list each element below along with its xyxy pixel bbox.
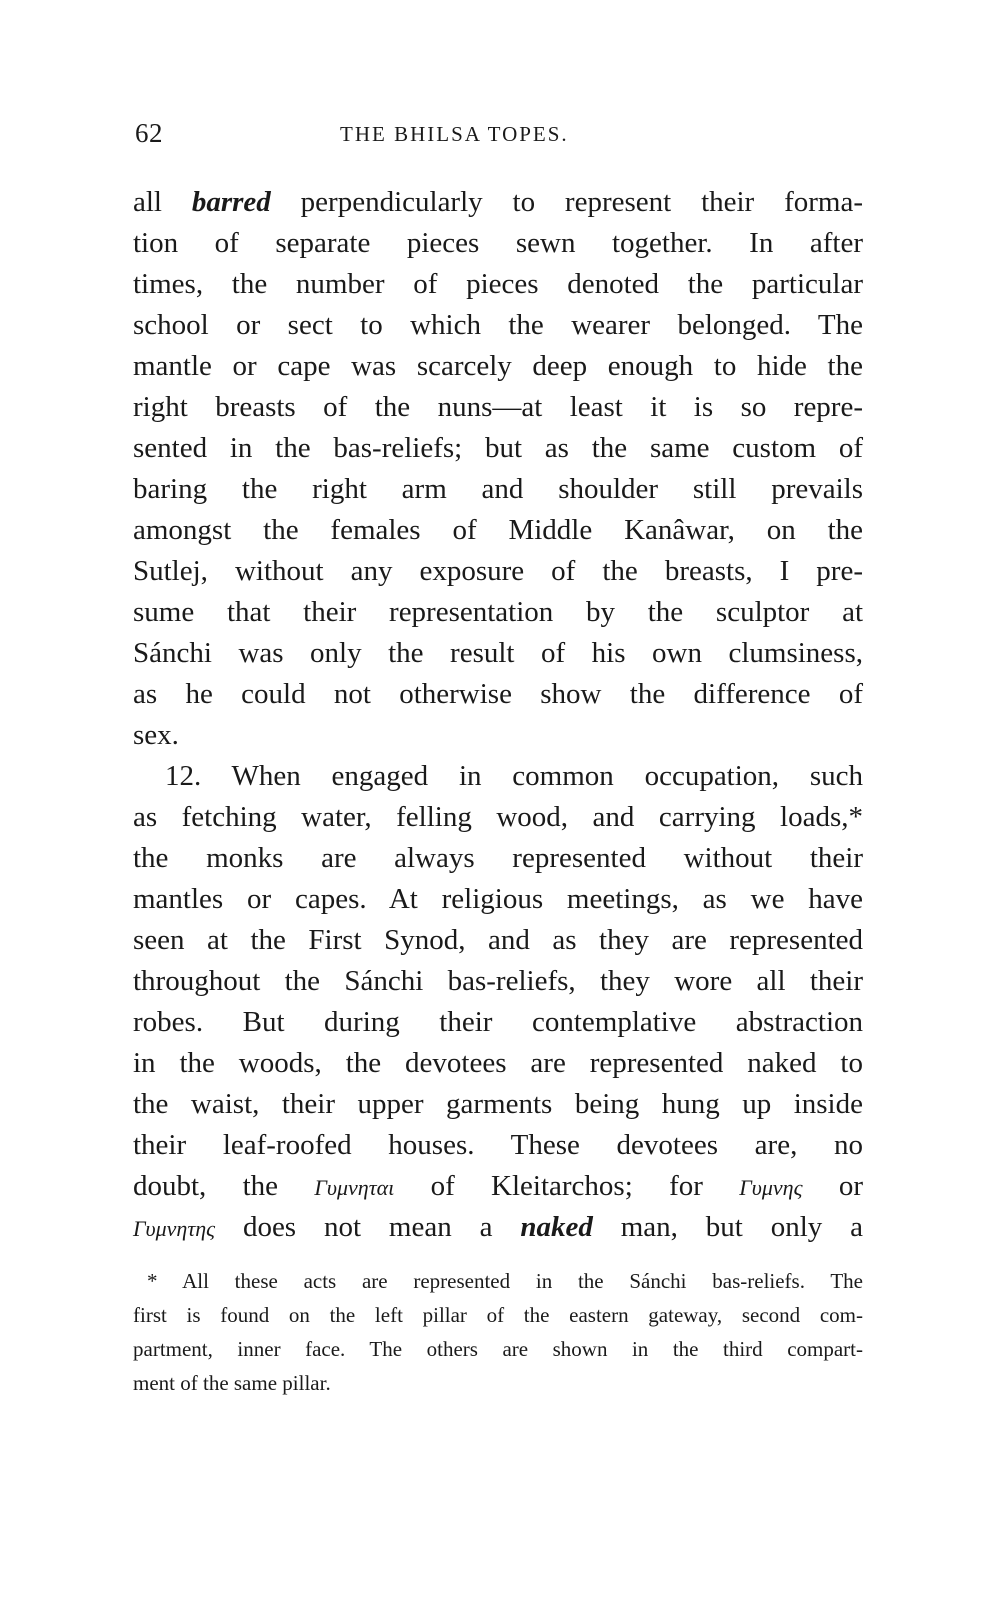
text-line: right breasts of the nuns—at least it is so repre- <box>133 391 863 423</box>
greek-word: Γυμνητης <box>133 1216 216 1241</box>
text-line: times, the number of pieces denoted the particular <box>133 268 863 300</box>
text-line: their leaf-roofed houses. These devotees are, no <box>133 1129 863 1161</box>
running-head <box>133 112 863 152</box>
text-line: all barred perpendicularly to represent their forma- <box>133 186 863 218</box>
text-line: amongst the females of Middle Kanâwar, on the <box>133 514 863 546</box>
greek-word: Γυμνης <box>739 1175 803 1200</box>
text-line: seen at the First Synod, and as they are represented <box>133 924 863 956</box>
text-line: as he could not otherwise show the difference of <box>133 678 863 710</box>
text-line: Γυμνητης does not mean a naked man, but only a <box>133 1211 863 1243</box>
text-line: as fetching water, felling wood, and carrying loads,* <box>133 801 863 833</box>
text-line: mantles or capes. At religious meetings, as we have <box>133 883 863 915</box>
text-line: tion of separate pieces sewn together. In after <box>133 227 863 259</box>
text-line: school or sect to which the wearer belonged. The <box>133 309 863 341</box>
italic-word: barred <box>191 186 271 218</box>
text-line: throughout the Sánchi bas-reliefs, they wore all their <box>133 965 863 997</box>
footnote-line: first is found on the left pillar of the eastern gateway, second com- <box>133 1303 863 1327</box>
text-line: sex. <box>133 719 179 751</box>
text-line: the monks are always represented without their <box>133 842 863 874</box>
text-line: Sánchi was only the result of his own clumsiness, <box>133 637 863 669</box>
book-page <box>133 112 863 1400</box>
text-line: doubt, the Γυμνηται of Kleitarchos; for Γυμνης or <box>133 1170 863 1202</box>
text-line: the waist, their upper garments being hung up inside <box>133 1088 863 1120</box>
page-number: 62 <box>135 118 163 148</box>
italic-word: naked <box>520 1211 593 1243</box>
footnote <box>133 1264 863 1400</box>
footnote-line: ment of the same pillar. <box>133 1371 331 1395</box>
text-line: sented in the bas-reliefs; but as the same custom of <box>133 432 863 464</box>
footnote-line: * All these acts are represented in the Sánchi bas-reliefs. The <box>147 1269 863 1293</box>
running-title: THE BHILSA TOPES. <box>340 122 569 146</box>
text-line: mantle or cape was scarcely deep enough to hide the <box>133 350 863 382</box>
body-text <box>133 182 863 1248</box>
text-line: in the woods, the devotees are represented naked to <box>133 1047 863 1079</box>
text-line: Sutlej, without any exposure of the breasts, I pre- <box>133 555 863 587</box>
greek-word: Γυμνηται <box>314 1175 395 1200</box>
text-line: robes. But during their contemplative abstraction <box>133 1006 863 1038</box>
text-line: baring the right arm and shoulder still prevails <box>133 473 863 505</box>
footnote-line: partment, inner face. The others are shown in the third compart- <box>133 1337 863 1361</box>
paragraph-start-line: 12. When engaged in common occupation, such <box>165 760 863 792</box>
text-line: sume that their representation by the sculptor at <box>133 596 863 628</box>
